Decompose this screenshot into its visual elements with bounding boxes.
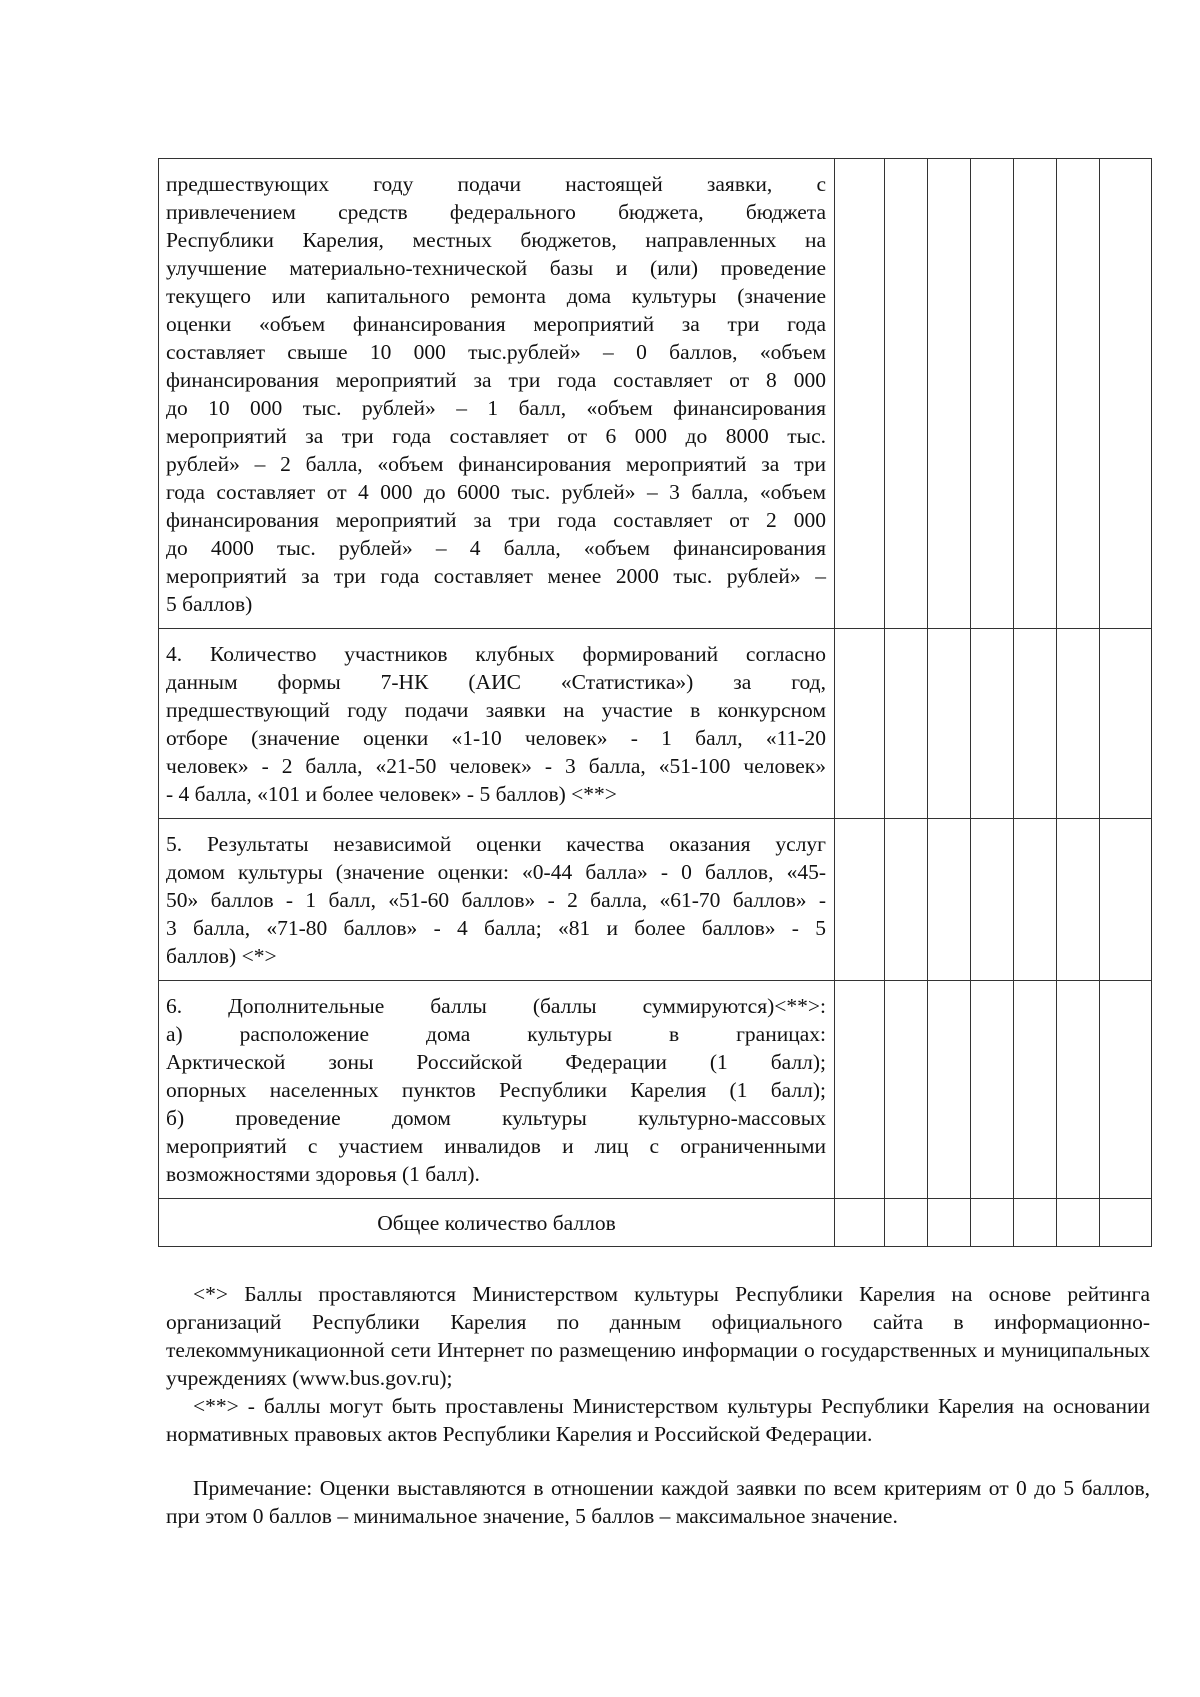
- criteria-text-line: 5. Результаты независимой оценки качества оказания услуг: [166, 832, 826, 856]
- score-cell: [971, 981, 1014, 1199]
- score-cell: [1057, 159, 1100, 629]
- score-cell: [885, 981, 928, 1199]
- score-cell: [1057, 981, 1100, 1199]
- criteria-text-line: улучшение материально-технической базы и (или) проведение: [166, 256, 826, 280]
- criteria-table-body: [159, 159, 1152, 1247]
- score-cell: [928, 1199, 971, 1247]
- score-cell: [1100, 159, 1152, 629]
- total-label: Общее количество баллов: [159, 1199, 835, 1247]
- criteria-text-line: опорных населенных пунктов Республики Карелия (1 балл);: [166, 1078, 826, 1102]
- total-row: [159, 1199, 1152, 1247]
- criteria-text-line: 3 балла, «71-80 баллов» - 4 балла; «81 и более баллов» - 5: [166, 916, 826, 940]
- score-cell: [885, 159, 928, 629]
- score-cell: [835, 629, 885, 819]
- score-cell: [1057, 819, 1100, 981]
- score-cell: [1014, 819, 1057, 981]
- score-cell: [885, 1199, 928, 1247]
- criteria-row-row-6: [159, 981, 1152, 1199]
- score-cell: [1100, 629, 1152, 819]
- score-cell: [835, 981, 885, 1199]
- criteria-text-line: домом культуры (значение оценки: «0-44 балла» - 0 баллов, «45-: [166, 860, 826, 884]
- criteria-text-line: отборе (значение оценки «1-10 человек» - 1 балл, «11-20: [166, 726, 826, 750]
- criteria-text-line: 50» баллов - 1 балл, «51-60 баллов» - 2 балла, «61-70 баллов» -: [166, 888, 826, 912]
- score-cell: [1100, 1199, 1152, 1247]
- score-cell: [1014, 159, 1057, 629]
- criteria-row-row-4: [159, 629, 1152, 819]
- score-cell: [971, 159, 1014, 629]
- criteria-text-line: рублей» – 2 балла, «объем финансирования мероприятий за три: [166, 452, 826, 476]
- score-cell: [835, 1199, 885, 1247]
- criteria-text-cell: [159, 819, 835, 981]
- criteria-text-line: текущего или капитального ремонта дома культуры (значение: [166, 284, 826, 308]
- criteria-text-cell: [159, 159, 835, 629]
- criteria-table: [158, 158, 1152, 1247]
- criteria-text-line: мероприятий за три года составляет от 6 000 до 8000 тыс.: [166, 424, 826, 448]
- score-cell: [928, 159, 971, 629]
- criteria-text-line: 6. Дополнительные баллы (баллы суммируются)<**>:: [166, 994, 826, 1018]
- footnote-single-star: <*> Баллы проставляются Министерством культуры Республики Карелия на основе рейтинга организаций Республики Карелия по данным официального сайта в информационно-телекоммуникационной сети Интернет по размещению информации о государственных и муниципальных учреждениях (www.bus.gov.ru);: [166, 1282, 1150, 1390]
- criteria-text-line: мероприятий с участием инвалидов и лиц с ограниченными: [166, 1134, 826, 1158]
- score-cell: [971, 1199, 1014, 1247]
- note-paragraph: Примечание: Оценки выставляются в отношении каждой заявки по всем критериям от 0 до 5 баллов, при этом 0 баллов – минимальное значение, 5 баллов – максимальное значение.: [166, 1476, 1150, 1528]
- score-cell: [835, 819, 885, 981]
- criteria-text-cell: [159, 981, 835, 1199]
- score-cell: [1014, 629, 1057, 819]
- criteria-text-line: предшествующих году подачи настоящей заявки, с: [166, 172, 826, 196]
- criteria-row-row-3-cont: [159, 159, 1152, 629]
- criteria-text-line: Арктической зоны Российской Федерации (1 балл);: [166, 1050, 826, 1074]
- score-cell: [885, 629, 928, 819]
- score-cell: [928, 981, 971, 1199]
- criteria-text-line: мероприятий за три года составляет менее 2000 тыс. рублей» –: [166, 564, 826, 588]
- criteria-text-line: до 4000 тыс. рублей» – 4 балла, «объем финансирования: [166, 536, 826, 560]
- criteria-text-line: возможностями здоровья (1 балл).: [166, 1162, 480, 1186]
- criteria-text-line: а) расположение дома культуры в границах:: [166, 1022, 826, 1046]
- criteria-text-line: привлечением средств федерального бюджета, бюджета: [166, 200, 826, 224]
- criteria-text-cell: [159, 629, 835, 819]
- criteria-text-line: б) проведение домом культуры культурно-массовых: [166, 1106, 826, 1130]
- criteria-row-row-5: [159, 819, 1152, 981]
- score-cell: [1057, 1199, 1100, 1247]
- criteria-text-line: баллов) <*>: [166, 944, 277, 968]
- score-cell: [928, 629, 971, 819]
- score-cell: [1014, 1199, 1057, 1247]
- criteria-text-line: финансирования мероприятий за три года составляет от 8 000: [166, 368, 826, 392]
- score-cell: [1014, 981, 1057, 1199]
- criteria-text-line: 4. Количество участников клубных формирований согласно: [166, 642, 826, 666]
- score-cell: [928, 819, 971, 981]
- criteria-text-line: 5 баллов): [166, 592, 253, 616]
- score-cell: [885, 819, 928, 981]
- criteria-text-line: финансирования мероприятий за три года составляет от 2 000: [166, 508, 826, 532]
- criteria-text-line: - 4 балла, «101 и более человек» - 5 баллов) <**>: [166, 782, 617, 806]
- footnote-double-star: <**> - баллы могут быть проставлены Министерством культуры Республики Карелия на основании нормативных правовых актов Республики Карелия и Российской Федерации.: [166, 1394, 1150, 1446]
- score-cell: [971, 629, 1014, 819]
- criteria-text-line: до 10 000 тыс. рублей» – 1 балл, «объем финансирования: [166, 396, 826, 420]
- score-cell: [971, 819, 1014, 981]
- score-cell: [835, 159, 885, 629]
- score-cell: [1057, 629, 1100, 819]
- criteria-text-line: предшествующий году подачи заявки на участие в конкурсном: [166, 698, 826, 722]
- criteria-text-line: человек» - 2 балла, «21-50 человек» - 3 балла, «51-100 человек»: [166, 754, 826, 778]
- footnotes: [166, 1280, 1150, 1530]
- criteria-text-line: оценки «объем финансирования мероприятий за три года: [166, 312, 826, 336]
- criteria-text-line: данным формы 7-НК (АИС «Статистика») за год,: [166, 670, 826, 694]
- score-cell: [1100, 819, 1152, 981]
- score-cell: [1100, 981, 1152, 1199]
- criteria-text-line: Республики Карелия, местных бюджетов, направленных на: [166, 228, 826, 252]
- criteria-text-line: года составляет от 4 000 до 6000 тыс. рублей» – 3 балла, «объем: [166, 480, 826, 504]
- criteria-text-line: составляет свыше 10 000 тыс.рублей» – 0 баллов, «объем: [166, 340, 826, 364]
